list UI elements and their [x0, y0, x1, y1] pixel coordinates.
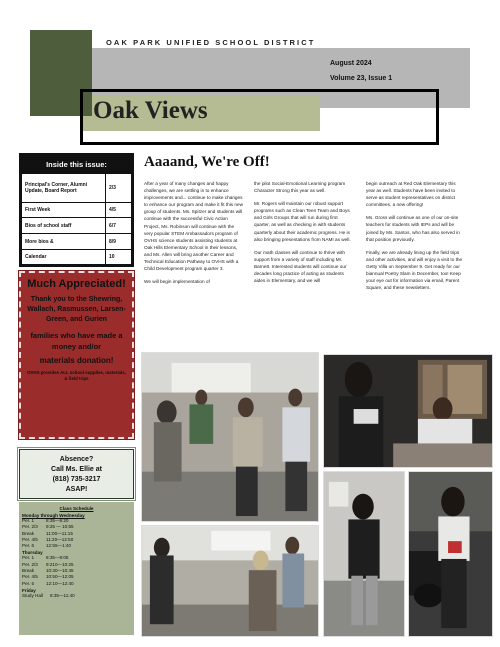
photo-staff-walkway [141, 525, 319, 637]
appreciation-families: families who have made a money and/or [30, 331, 123, 351]
schedule-time: 8:35—11:40 [50, 592, 75, 598]
photo-student-standing [323, 471, 405, 637]
appreciation-thanks: Thank you to the Shewring, Wallach, Rasmussen, Larsen-Green, and Gurien [27, 296, 126, 323]
toc-item-title: Bios of school staff [22, 218, 106, 233]
schedule-row [22, 543, 131, 549]
toc-row [22, 249, 131, 264]
schedule-period: Per. 4/5 [22, 536, 38, 542]
article-paragraph: After a year of many changes and happy challenges, we are settling in to enhance improvements and... continue to make changes to enhance our program and make it fit this new group of students. Ms. Spitzer and students will continue with the successful Civic Action Project, Ms. Robinson will continue with the very popular STEM Ambassadors program of OVHS science students assisting students at Oak Hills Elementary School in their lessons, and Ms. Allen will bring another Career and Technical Education Pathway to OVHS with a Child Development program quarter 3. [144, 181, 244, 272]
article-column-1 [144, 180, 244, 291]
schedule-period: Per. 1 [22, 555, 35, 561]
appreciation-heading: Much Appreciated! [27, 278, 126, 290]
schedule-time: 8:35—9:05 [46, 555, 69, 561]
schedule-time: 9:25 — 10:55 [46, 524, 74, 530]
article-paragraph: Finally, we are already lining up the field trips and other activities, and will enjoy a visit to the Getty Villa on September 9. Get ready for our biannual Poetry Slam in December, too! Keep your eye out for information via email, Parent Square, and these newsletters. [366, 249, 463, 291]
article-column-3 [366, 180, 466, 297]
schedule-period: Per. 2/3 [22, 524, 38, 530]
article-column-2 [254, 180, 354, 290]
schedule-day: Thursday [22, 550, 43, 556]
toc-item-pages: 6/7 [109, 222, 116, 229]
schedule-time: 12:10—12:40 [46, 580, 74, 586]
class-schedule [19, 502, 134, 635]
article-paragraph: Our math classes will continue to thrive with support from a variety of staff including Mr. Barnett. Interested students will continue our decades long practice of acting as students aides in Elementary, and we will [254, 249, 347, 284]
schedule-time: 11:00—11:15 [46, 530, 73, 536]
article-paragraph: Mr. Rogers will maintain our robust support programs such as Clean Teen Team and Boys and Girls Groups that will run during first quarter, as well as checking in with students quarterly about their academic progress. He is also bringing presentations from NAMI as well. [254, 201, 351, 242]
toc-heading: Inside this issue: [46, 160, 107, 169]
photo-staff-outdoors [141, 352, 319, 522]
schedule-period: Break [22, 530, 35, 536]
article-headline: Aaaand, We're Off! [144, 154, 270, 170]
schedule-day: Monday through Wednesday [22, 513, 85, 518]
toc-row [22, 173, 131, 202]
toc-item-pages: 2/3 [109, 185, 116, 191]
schedule-time: 9:210—10:25 [46, 561, 74, 567]
schedule-period: Per. 2/3 [22, 561, 38, 567]
photo-student-with-car [408, 471, 493, 637]
toc-item-title: First Week [22, 203, 106, 217]
schedule-time: 8:35—9:20 [46, 518, 69, 523]
absence-line: Call Ms. Ellie at [51, 466, 102, 473]
schedule-time: 10:50—12:05 [46, 574, 74, 580]
appreciation-box [19, 271, 134, 439]
toc-item-pages: 8/9 [109, 238, 116, 245]
absence-phone: (818) 735-3217 [52, 476, 101, 483]
issue-date: August 2024 [330, 60, 372, 67]
article-paragraph: We will begin implementation of [144, 279, 210, 285]
toc-item-pages: 10 [109, 254, 115, 260]
appreciation-note: OVHS provides ALL school supplies, materials, & field trips [27, 370, 126, 381]
article-paragraph: the pilot Social-Emotional Learning program Character Strong this year as well. [254, 181, 346, 194]
schedule-period: Study Hall [22, 592, 43, 598]
toc-row [22, 202, 131, 217]
absence-box [19, 449, 134, 499]
issue-volume: Volume 23, Issue 1 [330, 75, 393, 82]
toc-item-title: Principal's Corner, Alumni Update, Board Report [22, 174, 106, 202]
toc-item-title: Calendar [22, 250, 106, 264]
schedule-time: 11:20—12:50 [46, 536, 74, 542]
appreciation-donation: materials donation! [39, 356, 114, 365]
inside-this-issue [19, 153, 134, 267]
schedule-row [22, 581, 131, 587]
article-paragraph: Ms. Gross will continue as one of our on-site teachers for students with IEPs and will be joined by Ms. Santos, who has also served in that position previously. [366, 215, 460, 242]
schedule-day: Friday [22, 587, 36, 593]
schedule-row [22, 593, 131, 599]
toc-row [22, 233, 131, 249]
schedule-period: Per. 6 [22, 543, 35, 549]
schedule-period: Per. 1 [22, 518, 35, 523]
absence-line: ASAP! [65, 486, 88, 493]
issue-info [330, 56, 392, 86]
schedule-heading: Class Schedule [59, 506, 94, 511]
absence-line: Absence? [59, 456, 94, 463]
toc-item-title: More bios & [22, 234, 106, 249]
newsletter-title: Oak Views [93, 97, 208, 124]
schedule-time: 12:55—1:40 [46, 543, 72, 549]
toc-row [22, 217, 131, 233]
district-name: OAK PARK UNIFIED SCHOOL DISTRICT [106, 38, 316, 47]
toc-item-pages: 4/5 [109, 207, 116, 213]
schedule-time: 10:30—10:45 [46, 568, 74, 574]
article-paragraph: begin outreach at Red Oak Elementary this year as well. Students have been invited to serve as student representatives on district committees, a new offering! [366, 181, 456, 208]
schedule-period: Per. 4/5 [22, 574, 38, 580]
schedule-period: Per. 6 [22, 580, 35, 586]
photo-students-indoors [323, 354, 493, 468]
schedule-period: Break [22, 568, 35, 574]
